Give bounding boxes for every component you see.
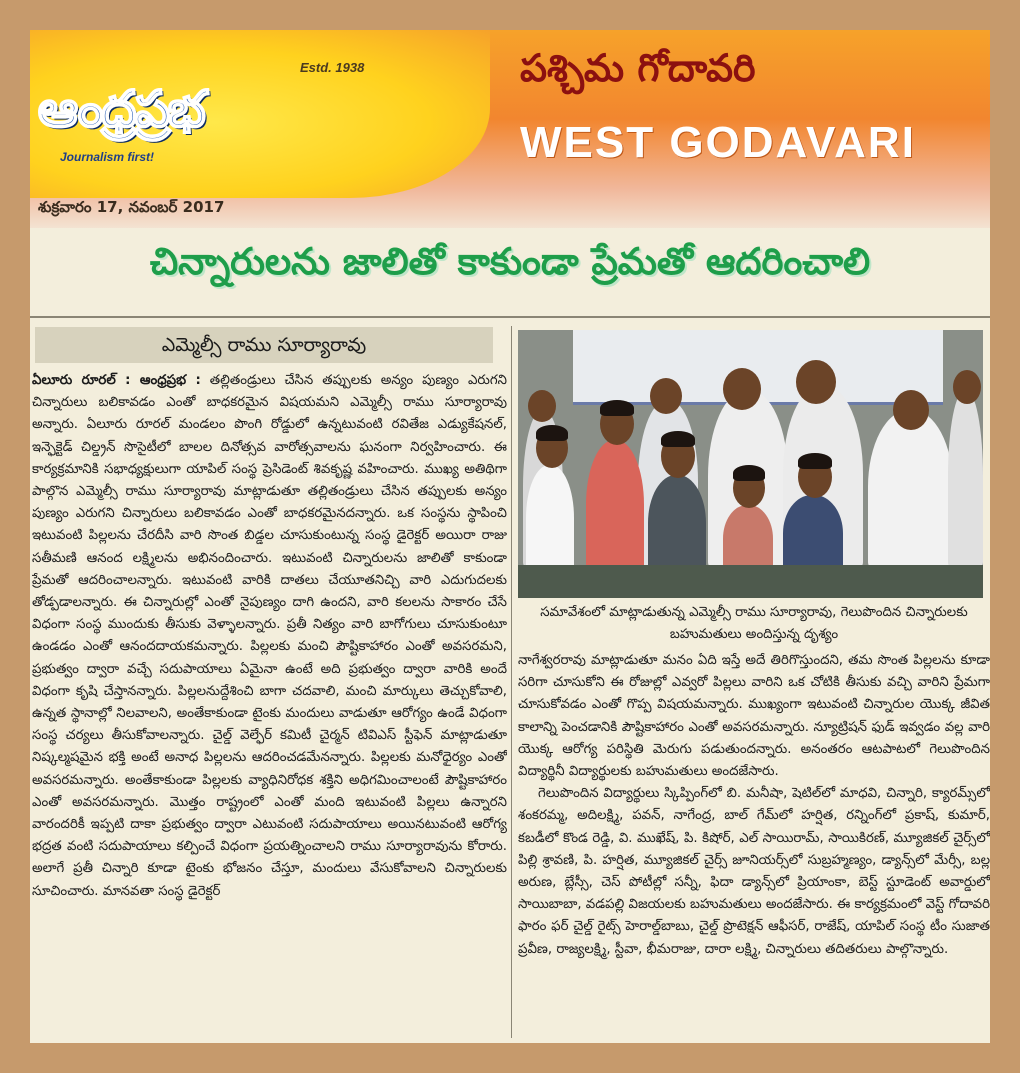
column-divider xyxy=(511,326,512,1038)
headline-divider xyxy=(30,316,990,318)
photo-child-hair xyxy=(798,453,832,469)
photo-child xyxy=(526,465,574,575)
photo-child-hair xyxy=(661,431,695,447)
newspaper-tagline: Journalism first! xyxy=(60,150,155,164)
newspaper-clipping xyxy=(30,30,990,1043)
photo-person-head xyxy=(528,390,556,422)
article-body-text: తల్లితండ్రులు చేసిన తప్పులకు అన్యం పుణ్యం ఎరుగని చిన్నారులు బలికావడం ఎంతో బాధకరమైన విషయమని ఎమ్మెల్సీ రాము సూర్యారావు అన్నారు. ఏలూరు రూరల్ మండలం పొంగి రోడ్డులో ఉన్నటువంటి రవితేజ ఎడ్యుకేషనల్, ఇన్ఫెక్టెడ్ చిల్డ్రన్ సొసైటీలో బాలల దినోత్సవ వారోత్సవాలను ఘనంగా నిర్వహించారు. ఈ కార్యక్రమానికి సభాధ్యక్షులుగా యాపిల్ సంస్థ ప్రెసిడెంట్ శివకృష్ణ వహించారు. ముఖ్య అతిథిగా పాల్గొన ఎమ్మెల్సీ రాము సూర్యారావు మాట్లాడుతూ తల్లితండ్రులు చేసిన తప్పులకు అన్యం పుణ్యం ఎరుగని చిన్నారులు బలికావడం ఎంతో బాధకరమైనదన్నారు. ఒక సంస్థను స్థాపించి ఇటువంటి పిల్లలను చేరదీసి వారి సొంత బిడ్డల చూసుకుంటున్న సంస్థ డైరెక్టర్ అయిరా రాజు సతీమణి ఆనంద లక్ష్మిలను అభినందించారు. ఇటువంటి చిన్నారులను జాలితో కాకుండా ప్రేమతో ఆదరించాలన్నారు. ఇటువంటి వారికి దాతలు చేయూతనిచ్చి వారి ఎదుగుదలకు తోడ్పడాలన్నారు. ఈ చిన్నారుల్లో ఎంతో నైపుణ్యం దాగి ఉందని, వారి కలలను సాకారం చేసే విధంగా సంస్థ ముందుకు తీసుకు వెళ్ళాలన్నారు. ప్రతీ నిత్యం వారి బాగోగులు చూసుకుంటూ ఉండడం ఎంతో ఆనందదాయకమన్నారు. పిల్లలకు మంచి పౌష్టికాహారం ఎంతో అవసరమని, ప్రభుత్వం ద్వారా వచ్చే సదుపాయాలు ఏమైనా ఉంటే అది ప్రభుత్వం ద్వారా వారికి అందే విధంగా కృషి చేస్తానన్నారు. పిల్లలనుద్దేశించి బాగా చదవాలి, మంచి మార్కులు తెచ్చుకోవాలి, ఉన్నత స్థానాల్లో నిలవాలని, అంతేకాకుండా టైంకు మందులు వాడుతూ ఆరోగ్యం ఉండే విధంగా సంస్థ చర్యలు తీసుకోవాలన్నారు. చైల్డ్ వెల్ఫేర్ కమిటీ చైర్మన్ టివిఎస్ స్టీఫెన్ మాట్లాడుతూ నిష్కల్మషమైన భక్తి అంటే అనాధ పిల్లలను ఆదరించడమేనన్నారు. పిల్లలకు మనోధైర్యం ఎంతో అవసరమన్నారు. అంతేకాకుండా పిల్లలకు వ్యాధినిరోధక శక్తిని అధిగమించాలంటే పౌష్టికాహారం ఎంతో అవసరమన్నారు. మొత్తం రాష్ట్రంలో ఎంతో మంది ఇటువంటి పిల్లలు ఉన్నారని వారందరికీ ఇప్పటి దాకా ప్రభుత్వం ద్వారా ఎటువంటి సదుపాయాలు అయినటువంటి ఆరోగ్య భద్రత వంటి సదుపాయాలు కల్పించే విధంగా ప్రయత్నించాలని రాము సూర్యారావును కోరారు. అలాగే ప్రతీ చిన్నారి కూడా టైంకు భోజనం చేస్తూ, మందులు వేసుకోవాలని చిన్నారులకు సూచించారు. మానవతా సంస్థ డైరెక్టర్ xyxy=(32,373,507,899)
photo-person xyxy=(948,390,983,570)
photo-person xyxy=(868,410,953,570)
photo-child xyxy=(586,440,644,575)
logo-block xyxy=(30,30,490,198)
edition-title-english: WEST GODAVARI xyxy=(520,118,916,167)
photo-child xyxy=(783,495,843,575)
newspaper-logo: ఆంధ్రప్రభ xyxy=(38,80,204,138)
article-column-2 xyxy=(518,650,990,1042)
masthead xyxy=(30,30,990,228)
photo-person-head xyxy=(650,378,682,414)
article-paragraph: నాగేశ్వరరావు మాట్లాడుతూ మనం ఏది ఇస్తే అదే తిరిగొస్తుందని, తమ సొంత పిల్లలను కూడా సరిగా చూసుకోని ఈ రోజుల్లో ఎవ్వరో పిల్లలు వారిని ఒక చోటికి తీసుకు వచ్చి వారిని ప్రేమగా చూసుకోవడం ఎంతో గొప్ప విషయమన్నారు. ముఖ్యంగా ఇటువంటి చిన్నారుల యొక్క జీవిత కాలాన్ని పెంచడానికి పౌష్టికాహారం ఎంతో అవసరమన్నారు. న్యూట్రిషన్ ఫుడ్ ఇవ్వడం వల్ల వారి యొక్క ఆరోగ్య పరిస్థితి మెరుగు పడుతుందన్నారు. అనంతరం ఆటపాటలో గెలుపొందిన విద్యార్థినీ విద్యార్థులకు బహుమతులు అందజేసారు. xyxy=(518,653,990,780)
photo-table xyxy=(518,565,983,598)
event-photo xyxy=(518,330,983,598)
article-paragraph: గెలుపొందిన విద్యార్థులు స్కిప్పింగ్‌లో బి. మనీషా, షెటిల్‌లో మాధవి, చిన్నారి, క్యారమ్స్‌లో శంకరమ్మ, అదిలక్ష్మి, పవన్, నాగేంద్ర, బాల్ గేమ్‌లో హర్షిత, రన్నింగ్‌లో ప్రకాష్, కుమార్, కబడీలో కొండ రెడ్డి, వి. ముఖేష్, పి. కిషోర్, ఎల్ సాయిరామ్, సాయికిరణ్, మ్యూజికల్ చైర్స్‌లో పిల్లి శ్రావణి, పి. హర్షిత, మ్యూజికల్ చైర్స్ జూనియర్స్‌లో సుబ్రహ్మణ్యం, డ్యాన్స్‌లో మేర్సీ, బల్ల అరుణ, బ్లేస్సీ, చెస్ పోటీల్లో సన్నీ, ఫిదా డ్యాన్స్‌లో ప్రియాంకా, బెస్ట్ స్టూడెంట్ అవార్డులో సాయిబాబా, వడపల్లి విజయలకు బహుమతులు అందజేసారు. ఈ కార్యక్రమంలో వెస్ట్ గోదావరి ఫారం ఫర్ చైల్డ్ రైట్స్ హెరాల్డ్‌బాబు, చైల్డ్ ప్రొటెక్షన్ ఆఫీసర్, రాజేష్, యాపిల్ సంస్థ టీం సుజాత ప్రవీణ, రాజ్యలక్ష్మి, స్టీవా, భీమరాజు, దారా లక్ష్మి, చిన్నారులు తదితరులు పాల్గొన్నారు. xyxy=(518,786,990,957)
photo-child-hair xyxy=(600,400,634,416)
photo-person-head xyxy=(796,360,836,404)
photo-child-hair xyxy=(733,465,765,481)
edition-title-telugu: పశ్చిమ గోదావరి xyxy=(520,46,756,90)
photo-child-hair xyxy=(536,425,568,441)
photo-person-head xyxy=(723,368,761,410)
photo-person-head xyxy=(953,370,981,404)
photo-caption: సమావేశంలో మాట్లాడుతున్న ఎమ్మెల్సీ రాము సూర్యారావు, గెలుపొందిన చిన్నారులకు బహుమతులు అందిస్తున్న దృశ్యం xyxy=(540,605,968,642)
article-dateline: ఏలూరు రూరల్ : ఆంధ్రప్రభ : xyxy=(32,373,201,388)
article-headline: చిన్నారులను జాలితో కాకుండా ప్రేమతో ఆదరించాలి xyxy=(149,240,871,283)
article-byline: ఎమ్మెల్సీ రాము సూర్యారావు xyxy=(35,327,493,363)
established-year: Estd. 1938 xyxy=(300,60,365,75)
photo-person-head xyxy=(893,390,929,430)
edition-date: శుక్రవారం 17, నవంబర్ 2017 xyxy=(38,198,225,216)
photo-child xyxy=(648,475,706,575)
article-column-1 xyxy=(32,370,507,1040)
